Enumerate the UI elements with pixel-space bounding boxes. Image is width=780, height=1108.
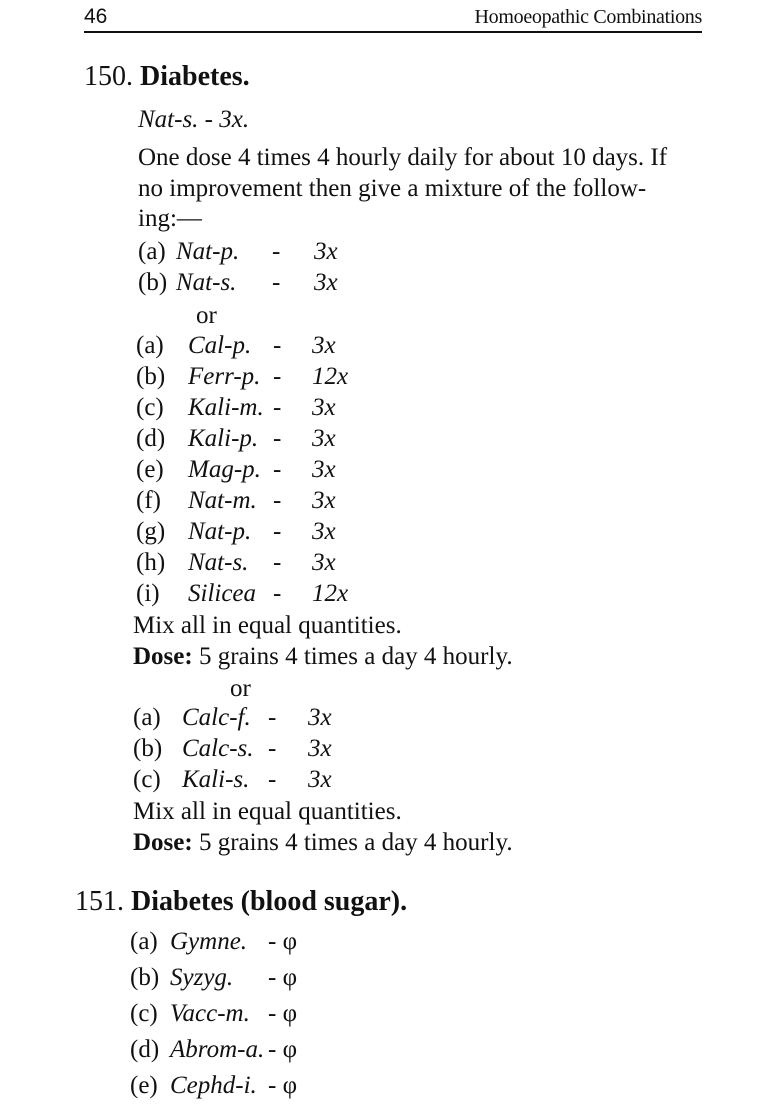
- remedy-name: Ferr-p.: [188, 363, 261, 390]
- header-rule: [84, 31, 702, 33]
- remedy-name: Nat-m.: [188, 487, 257, 514]
- remedy-name: Vacc-m.: [170, 1000, 250, 1027]
- dash: -: [268, 766, 277, 793]
- dose-text: 5 grains 4 times a day 4 hourly.: [192, 829, 513, 856]
- potency: 12x: [312, 363, 349, 390]
- potency: 3x: [312, 332, 336, 359]
- item-letter: (a): [130, 928, 158, 955]
- dash: -: [273, 425, 282, 452]
- mix-instruction: Mix all in equal quantities.: [133, 612, 402, 639]
- section-title: Diabetes (blood sugar).: [131, 886, 408, 917]
- item-letter: (c): [136, 394, 164, 421]
- remedy-name: Silicea: [188, 580, 257, 607]
- dose-text: 5 grains 4 times a day 4 hourly.: [192, 643, 513, 670]
- mix-instruction: Mix all in equal quantities.: [133, 798, 402, 825]
- dose-line: [133, 642, 513, 672]
- item-letter: (i): [136, 580, 160, 607]
- dash: -: [272, 269, 281, 296]
- para-line: no improvement then give a mixture of the follow-: [138, 175, 647, 202]
- potency: 3x: [312, 549, 336, 576]
- dash: - φ: [268, 1000, 298, 1027]
- running-title: Homoeopathic Combinations: [474, 6, 702, 28]
- dash: -: [268, 704, 277, 731]
- dash: -: [273, 456, 282, 483]
- remedy-name: Nat-s.: [188, 549, 249, 576]
- remedy-name: Gymne.: [170, 928, 248, 955]
- item-letter: (f): [136, 487, 161, 514]
- dash: -: [273, 394, 282, 421]
- remedy-name: Calc-s.: [182, 735, 254, 762]
- remedy-name: Kali-m.: [188, 394, 264, 421]
- section-number: 151.: [75, 886, 124, 917]
- potency: 3x: [314, 269, 338, 296]
- or-separator: or: [230, 675, 251, 702]
- remedy-name: Cephd-i.: [170, 1072, 257, 1099]
- remedy-name: Abrom-a.: [170, 1036, 265, 1063]
- remedy-name: Nat-p.: [176, 238, 240, 265]
- item-letter: (b): [138, 269, 168, 296]
- item-letter: (a): [138, 238, 166, 265]
- dash: -: [273, 580, 282, 607]
- remedy-name: Kali-s.: [182, 766, 250, 793]
- para-line: One dose 4 times 4 hourly daily for about 10 days. If: [138, 144, 668, 171]
- remedy-name: Kali-p.: [188, 425, 259, 452]
- item-letter: (b): [130, 964, 160, 991]
- remedy-name: Mag-p.: [188, 456, 261, 483]
- item-letter: (a): [133, 704, 161, 731]
- item-letter: (h): [136, 549, 166, 576]
- remedy-name: Nat-p.: [188, 518, 252, 545]
- item-letter: (d): [130, 1036, 160, 1063]
- dose-line: [133, 828, 513, 858]
- potency: 3x: [312, 394, 336, 421]
- item-letter: (d): [136, 425, 166, 452]
- item-letter: (e): [130, 1072, 158, 1099]
- item-letter: (a): [136, 332, 164, 359]
- item-letter: (b): [136, 363, 166, 390]
- item-letter: (c): [133, 766, 161, 793]
- item-letter: (e): [136, 456, 164, 483]
- remedy-name: Cal-p.: [188, 332, 252, 359]
- dash: - φ: [268, 1072, 298, 1099]
- potency: 3x: [308, 735, 332, 762]
- potency: 3x: [312, 456, 336, 483]
- dash: -: [273, 518, 282, 545]
- dash: - φ: [268, 964, 298, 991]
- dash: -: [273, 363, 282, 390]
- first-remedy: Nat-s. - 3x.: [138, 106, 250, 133]
- remedy-name: Calc-f.: [182, 704, 251, 731]
- section-title: Diabetes.: [140, 61, 250, 92]
- dash: -: [273, 332, 282, 359]
- dash: -: [272, 238, 281, 265]
- dash: -: [268, 735, 277, 762]
- potency: 3x: [312, 518, 336, 545]
- page-number: 46: [84, 5, 108, 28]
- section-150-heading: [84, 62, 250, 92]
- dash: - φ: [268, 1036, 298, 1063]
- item-letter: (c): [130, 1000, 158, 1027]
- dash: -: [273, 549, 282, 576]
- item-letter: (g): [136, 518, 166, 545]
- remedy-name: Nat-s.: [176, 269, 237, 296]
- section-number: 150.: [84, 61, 133, 92]
- para-line: ing:—: [138, 205, 202, 232]
- or-separator: or: [196, 302, 217, 329]
- potency: 3x: [312, 487, 336, 514]
- dash: -: [273, 487, 282, 514]
- dash: - φ: [268, 928, 298, 955]
- potency: 3x: [308, 766, 332, 793]
- potency: 12x: [312, 580, 349, 607]
- potency: 3x: [312, 425, 336, 452]
- dose-label: Dose:: [133, 829, 193, 856]
- potency: 3x: [314, 238, 338, 265]
- item-letter: (b): [133, 735, 163, 762]
- potency: 3x: [308, 704, 332, 731]
- remedy-name: Syzyg.: [170, 964, 234, 991]
- dose-label: Dose:: [133, 643, 193, 670]
- section-151-heading: [75, 887, 407, 917]
